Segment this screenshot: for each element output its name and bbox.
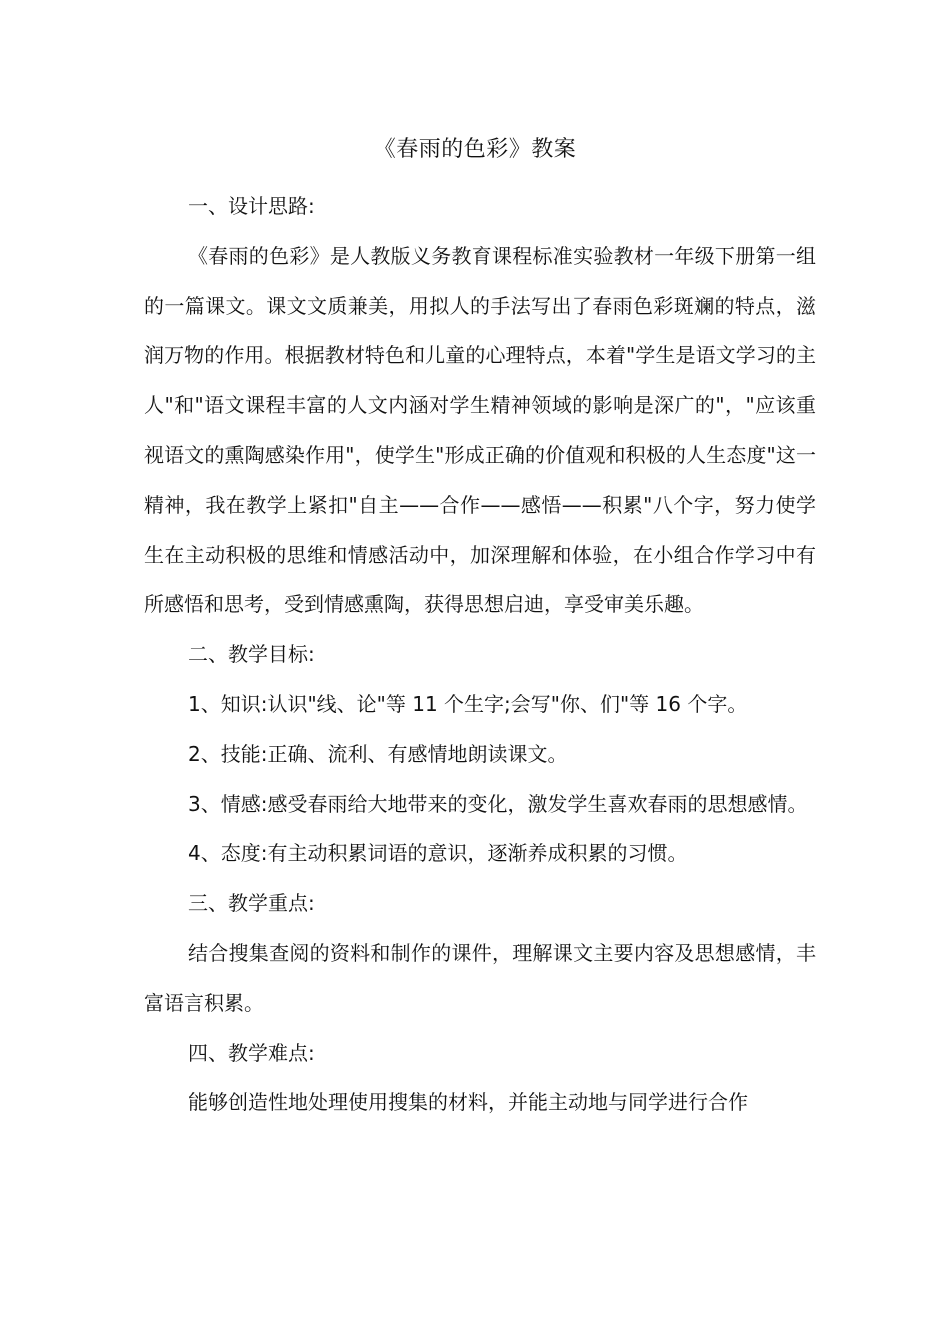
document-body [144,182,816,1128]
heading-teaching-focus: 三、教学重点: [188,891,315,916]
paragraph-design-idea: 《春雨的色彩》是人教版义务教育课程标准实验教材一年级下册第一组的一篇课文。课文文质兼美，用拟人的手法写出了春雨色彩斑斓的特点，滋润万物的作用。根据教材特色和儿童的心理特点，本着"学生是语文学习的主人"和"语文课程丰富的人文内涵对学生精神领域的影响是深广的"，"应该重视语文的熏陶感染作用"，使学生"形成正确的价值观和积极的人生态度"这一精神，我在教学上紧扣"自主——合作——感悟——积累"八个字，努力使学生在主动积极的思维和情感活动中，加深理解和体验，在小组合作学习中有所感悟和思考，受到情感熏陶，获得思想启迪，享受审美乐趣。 [144,243,816,617]
heading-design-idea: 一、设计思路: [188,194,315,218]
goal-attitude: 4、态度:有主动积累词语的意识，逐渐养成积累的习惯。 [188,841,688,866]
goal-knowledge: 1、知识:认识"线、论"等 11 个生字;会写"你、们"等 16 个字。 [188,691,748,716]
goal-emotion: 3、情感:感受春雨给大地带来的变化，激发学生喜欢春雨的思想感情。 [188,791,808,816]
goal-skill: 2、技能:正确、流利、有感情地朗读课文。 [188,741,568,766]
paragraph-teaching-focus: 结合搜集查阅的资料和制作的课件，理解课文主要内容及思想感情，丰富语言积累。 [144,940,816,1015]
heading-teaching-goals: 二、教学目标: [188,642,315,667]
paragraph-teaching-difficulty: 能够创造性地处理使用搜集的材料，并能主动地与同学进行合作 [188,1090,748,1115]
heading-teaching-difficulty: 四、教学难点: [188,1040,315,1065]
document-title: 《春雨的色彩》教案 [373,137,577,162]
